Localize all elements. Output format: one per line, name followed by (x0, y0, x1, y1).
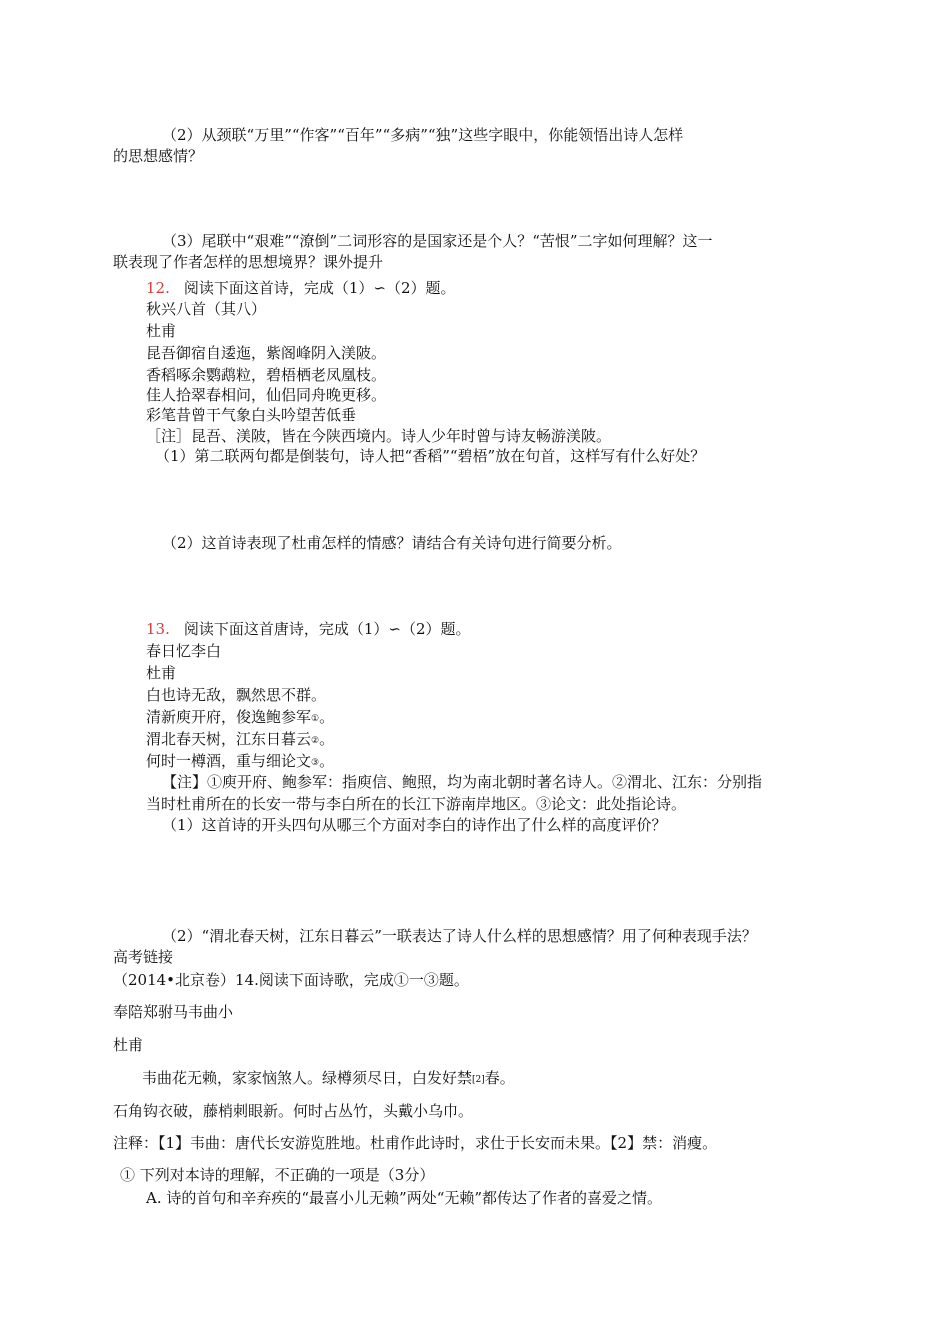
q13-note-line2: 当时杜甫所在的长安一带与李白所在的长江下游南岸地区。③论文：此处指论诗。 (146, 795, 687, 813)
footnote-mark-3: ③ (311, 758, 320, 768)
q13-intro: 阅读下面这首唐诗，完成（1）∽（2）题。 (183, 620, 471, 638)
gaokao-poem-line-1 (142, 1068, 515, 1090)
q12-heading (146, 278, 456, 298)
q13-poem-line-4-text: 何时一樽酒，重与细论文 (146, 752, 312, 770)
q13-poem-line-3-period: 。 (319, 730, 335, 748)
gaokao-poem-line-1-text: 韦曲花无赖，家家恼煞人。绿樽须尽日，白发好禁 (142, 1069, 473, 1087)
q12-intro: 阅读下面这首诗，完成（1）∽（2）题。 (183, 279, 456, 297)
q11-part2-line2: 的思想感情？ (113, 147, 204, 165)
q13-poem-line-4 (146, 751, 334, 773)
q12-poem-line-3: 佳人拾翠春相问，仙侣同舟晚更移。 (146, 386, 387, 404)
q11-part2-line1: （2）从颈联“万里”“作客”“百年”“多病”“独”这些字眼中，你能领悟出诗人怎样 (162, 126, 684, 144)
gaokao-poem-title: 奉陪郑驸马韦曲小 (113, 1003, 234, 1021)
q12-number: 12. (146, 279, 170, 297)
q13-number: 13. (146, 620, 170, 638)
q12-question-1: （1）第二联两句都是倒装句，诗人把“香稻”“碧梧”放在句首，这样写有什么好处？ (155, 447, 706, 465)
q13-question-1: （1）这首诗的开头四句从哪三个方面对李白的诗作出了什么样的高度评价？ (162, 816, 667, 834)
q12-poem-line-4: 彩笔昔曾干气象白头吟望苦低垂 (146, 406, 357, 424)
q12-poem-author: 杜甫 (146, 322, 177, 340)
q13-poem-line-2-period: 。 (319, 708, 335, 726)
q13-poem-title: 春日忆李白 (146, 642, 222, 660)
q13-note-line1: 【注】①庾开府、鲍参军：指庾信、鲍照，均为南北朝时著名诗人。②渭北、江东：分别指 (162, 773, 763, 791)
q12-poem-line-2: 香稻啄余鹦鹉粒，碧梧栖老凤凰枝。 (146, 366, 387, 384)
q12-poem-line-1: 昆吾御宿自逶迤，紫阁峰阴入渼陂。 (146, 344, 387, 362)
q13-poem-author: 杜甫 (146, 664, 177, 682)
gaokao-question-1: ① 下列对本诗的理解，不正确的一项是（3分） (120, 1166, 435, 1184)
footnote-mark-1: ① (311, 714, 320, 724)
q12-poem-title: 秋兴八首（其八） (146, 300, 267, 318)
q13-heading (146, 619, 471, 639)
q12-question-2: （2）这首诗表现了杜甫怎样的情感？请结合有关诗句进行简要分析。 (162, 534, 622, 552)
q13-poem-line-3 (146, 729, 334, 751)
gaokao-poem-line-1-end: 春。 (484, 1069, 515, 1087)
q11-part3-line1: （3）尾联中“艰难”“潦倒”二词形容的是国家还是个人？“苦恨”二字如何理解？这一 (162, 232, 713, 250)
q13-poem-line-4-period: 。 (319, 752, 335, 770)
gaokao-source: （2014•北京卷）14.阅读下面诗歌，完成①一③题。 (113, 971, 469, 989)
footnote-mark-2-bracket: [2] (472, 1075, 485, 1085)
gaokao-notes: 注释：【1】韦曲：唐代长安游览胜地。杜甫作此诗时，求仕于长安而未果。【2】禁：消瘦。 (113, 1134, 718, 1152)
gaokao-poem-author: 杜甫 (113, 1036, 144, 1054)
q13-poem-line-2 (146, 707, 334, 729)
q13-poem-line-2-text: 清新庾开府，俊逸鲍参军 (146, 708, 312, 726)
gaokao-heading: 高考链接 (113, 948, 174, 966)
gaokao-poem-line-2: 石角钩衣破，藤梢刺眼新。何时占丛竹，头戴小乌巾。 (113, 1102, 474, 1120)
q13-question-2: （2）“渭北春天树，江东日暮云”一联表达了诗人什么样的思想感情？用了何种表现手法？ (162, 927, 757, 945)
q12-note: ［注］昆吾、渼陂，皆在今陕西境内。诗人少年时曾与诗友畅游渼陂。 (146, 427, 612, 445)
footnote-mark-2: ② (311, 736, 320, 746)
q13-poem-line-1: 白也诗无敌，飘然思不群。 (146, 686, 327, 704)
gaokao-option-a: A. 诗的首句和辛弃疾的“最喜小儿无赖”两处“无赖”都传达了作者的喜爱之情。 (146, 1189, 663, 1207)
q11-part3-line2: 联表现了作者怎样的思想境界？课外提升 (113, 253, 384, 271)
q13-poem-line-3-text: 渭北春天树，江东日暮云 (146, 730, 312, 748)
